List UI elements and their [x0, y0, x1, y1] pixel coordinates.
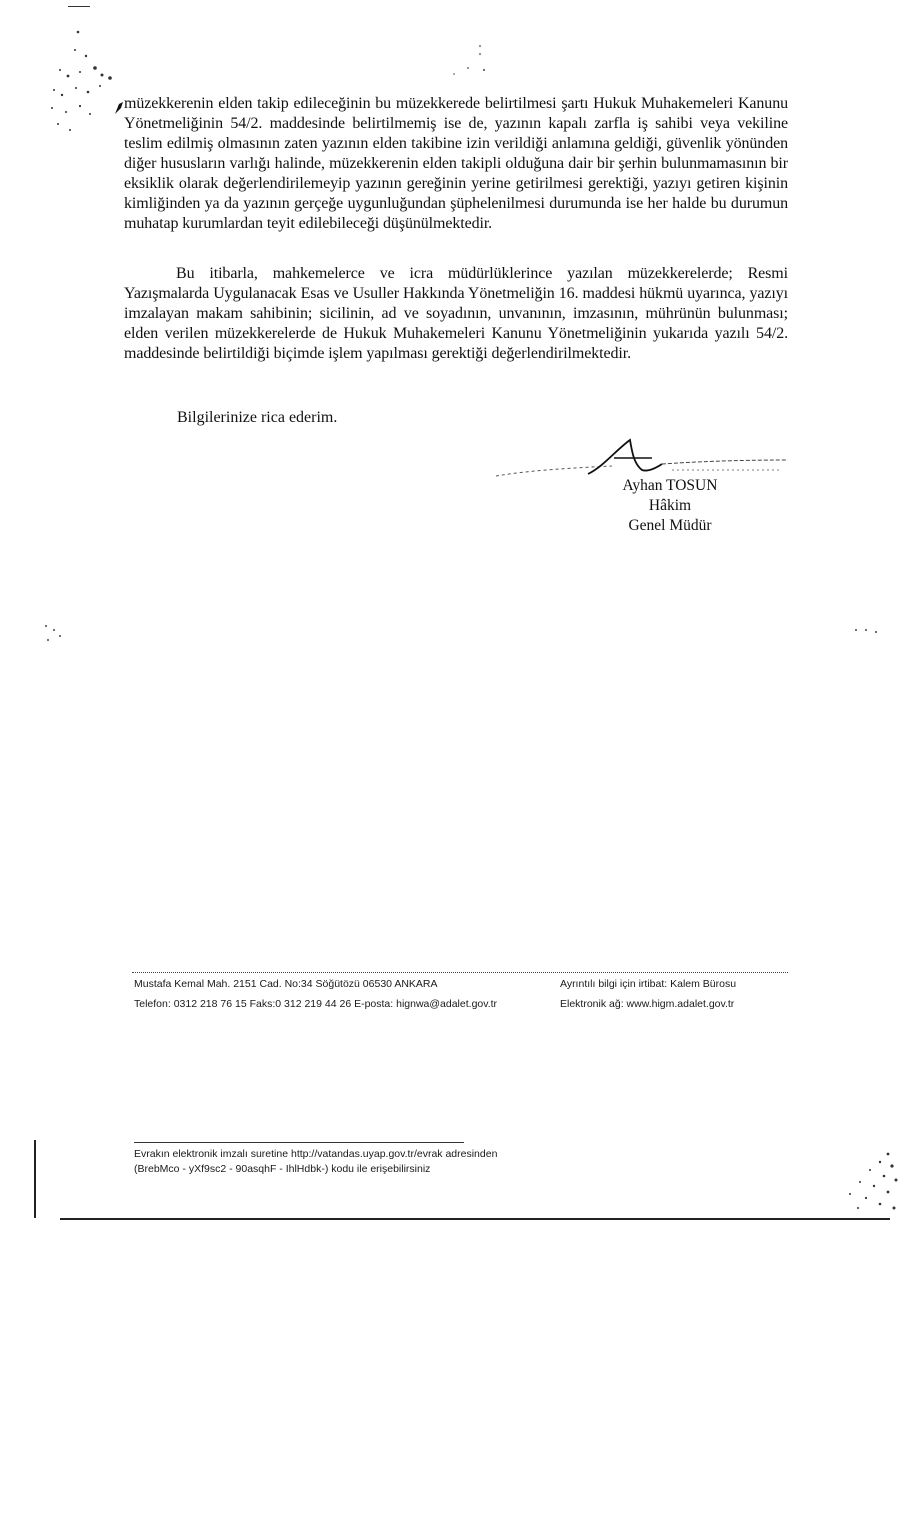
verification-divider: [134, 1142, 464, 1143]
footer-info: Ayrıntılı bilgi için irtibat: Kalem Bürosu: [560, 978, 737, 990]
scan-artifact-right-margin: [850, 622, 890, 642]
scan-artifact-top-center: [440, 40, 500, 80]
body-paragraph-2: [124, 264, 788, 364]
left-margin-bar: [34, 1140, 36, 1218]
verification-line-2: (BrebMco - yXf9sc2 - 90asqhF - IhlHdbk-) kodu ile erişebilirsiniz: [134, 1163, 431, 1175]
scan-artifact-top-left: [40, 20, 130, 140]
closing-line: Bilgilerinize rica ederim.: [177, 409, 338, 426]
signatory-position: Genel Müdür: [628, 517, 712, 534]
paragraph-1-text: müzekkerenin elden takip edileceğinin bu müzekkerede belirtilmesi şartı Hukuk Muhakemeleri Kanunu Yönetmeliğinin 54/2. maddesinde belirtilmemiş ise de, yazının kapalı zarfla iş sahibi veya vekiline teslim edilmiş olmasının zaten yazının elden takibine izin verildiği anlamına geldiği, güvenlik yönünden diğer hususların varlığı halinde, müzekkerenin elden takipli olduğuna dair bir şerhin bulunmamasının bir eksiklik olarak değerlendirilemeyip yazının gereğinin yerine getirilmesi gerektiği, yazıyı getiren kişinin kimliğinden ya da yazının gerçeğe uygunluğundan şüphelenilmesi durumunda ise her halde bu durumun muhatap kurumlardan teyit edilebileceği düşünülmektedir.: [124, 95, 788, 232]
scan-artifact-bottom-right: [830, 1148, 910, 1218]
footer-divider: [132, 972, 788, 973]
signatory-title: Hâkim: [648, 497, 692, 514]
footer-address: Mustafa Kemal Mah. 2151 Cad. No:34 Söğütözü 06530 ANKARA: [134, 978, 438, 990]
verification-line-1: Evrakın elektronik imzalı suretine http://vatandas.uyap.gov.tr/evrak adresinden: [134, 1148, 498, 1160]
top-edge-mark: [68, 6, 90, 7]
bottom-divider: [60, 1218, 890, 1220]
footer-web: Elektronik ağ: www.higm.adalet.gov.tr: [560, 998, 735, 1010]
paragraph-2-text: Bu itibarla, mahkemelerce ve icra müdürlüklerince yazılan müzekkerelerde; Resmi Yazışmalarda Uygulanacak Esas ve Usuller Hakkında Yönetmeliğin 16. maddesi hükmü uyarınca, yazıyı imzalayan makam sahibinin; sicilinin, ad ve soyadının, unvanının, imzasının, mührünün bulunması; elden verilen müzekkerelerde de Hukuk Muhakemeleri Kanunu Yönetmeliğinin yukarıda yazılı 54/2. maddesinde belirtildiği biçimde işlem yapılması gerektiği değerlendirilmektedir.: [124, 265, 788, 362]
signatory-name: Ayhan TOSUN: [622, 477, 718, 494]
signature-block: [580, 476, 760, 536]
scan-artifact-left-margin: [40, 620, 70, 650]
body-paragraph-1: [124, 94, 788, 234]
footer-contact: Telefon: 0312 218 76 15 Faks:0 312 219 44 26 E-posta: hignwa@adalet.gov.tr: [134, 998, 498, 1010]
